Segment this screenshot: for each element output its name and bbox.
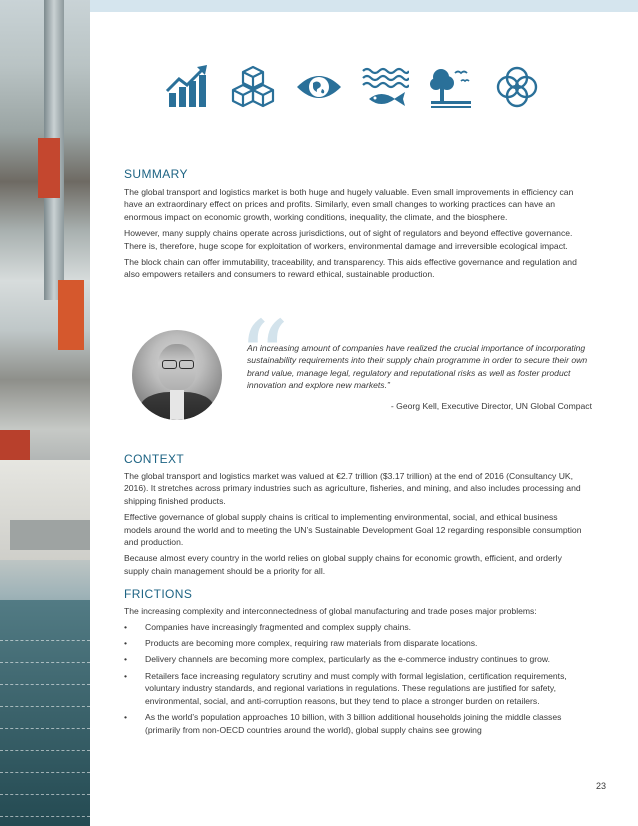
context-paragraph-3: Because almost every country in the world relies on global supply chains for economic growth, efficient, and orderly supply chain management should be a priority for all. [124, 553, 562, 576]
context-paragraph-1: The global transport and logistics market was valued at €2.7 trillion ($3.17 trillion) at the end of 2016 (Consultancy UK, 2016). It stretches across primary industries such as agriculture, fisheries, and mining, and also includes processing and shipping finished products. [124, 471, 581, 506]
quote-text: An increasing amount of companies have realized the crucial importance of incorporating sustainability requirements into their supply chain programme in order to secure their own brand value, manage legal, regulatory and reputational risks as well as foster product innovation and explore new markets.” [247, 343, 588, 391]
portrait-photo [132, 330, 222, 420]
list-item: • Products are becoming more complex, requiring raw materials from disparate locations. [124, 638, 478, 649]
summary-paragraph-2: However, many supply chains operate across jurisdictions, out of sight of regulators and beyond effective governance. There is, therefore, huge scope for exploitation of workers, environmental damage and irreversible ecological impact. [124, 228, 573, 251]
bar-chart-growth-icon [163, 63, 211, 111]
eye-globe-icon [295, 63, 343, 111]
summary-paragraph-1: The global transport and logistics market is both huge and hugely valuable. Even small improvements in efficiency can have an extraordinary effect on prices and profits. Similarly, even small changes to working practices can have an enormous impact on economic growth, working conditions, inequality, the climate, and the biosphere. [124, 187, 574, 222]
list-item: • Companies have increasingly fragmented and complex supply chains. [124, 621, 412, 632]
summary-heading: SUMMARY [124, 167, 188, 181]
context-paragraph-2: Effective governance of global supply chains is critical to implementing environmental, social, and ethical business models around the world and to meeting the UN’s Sustainable Development Goal 12 regarding responsible consumption and production. [124, 512, 582, 548]
quote-mark: “ [238, 299, 290, 416]
frictions-heading: FRICTIONS [124, 587, 193, 602]
list-item: • As the world’s population approaches 10 billion, with 3 billion additional households joining the middle classes (primarily from non-OECD countries around the world), global supply chains see growing [124, 712, 562, 735]
summary-paragraph-3: The block chain can offer immutability, traceability, and transparency. This aids effective governance and regulation and also empowers retailers and consumers to reward ethical, sustainable production. [124, 257, 577, 280]
page-number: 23 [596, 781, 607, 791]
waves-fish-icon [361, 63, 409, 111]
quote-block [132, 299, 592, 425]
context-heading: CONTEXT [124, 452, 185, 466]
frictions-intro: The increasing complexity and interconnectedness of global manufacturing and trade poses major problems: [124, 606, 537, 617]
top-banner [90, 0, 638, 12]
main-content [124, 150, 584, 281]
interlocking-circles-icon [493, 63, 541, 111]
frictions-list [124, 621, 584, 736]
list-item: • Retailers face increasing regulatory scrutiny and must comply with formal legislation, certification requirements, voluntary industry standards, and regional variations in regulations. These regulations are justified for safety, environmental, social, and anti-corruption reasons, but they tend to place a stronger burden on retailers. [124, 670, 567, 706]
theme-icons-row [163, 63, 541, 111]
tree-birds-icon [427, 63, 475, 111]
ship-photo [0, 0, 90, 826]
list-item: • Delivery channels are becoming more complex, particularly as the e-commerce industry continues to grow. [124, 654, 551, 665]
quote-attribution: - Georg Kell, Executive Director, UN Global Compact [390, 401, 592, 411]
context-section [124, 452, 584, 736]
blocks-icon [229, 63, 277, 111]
